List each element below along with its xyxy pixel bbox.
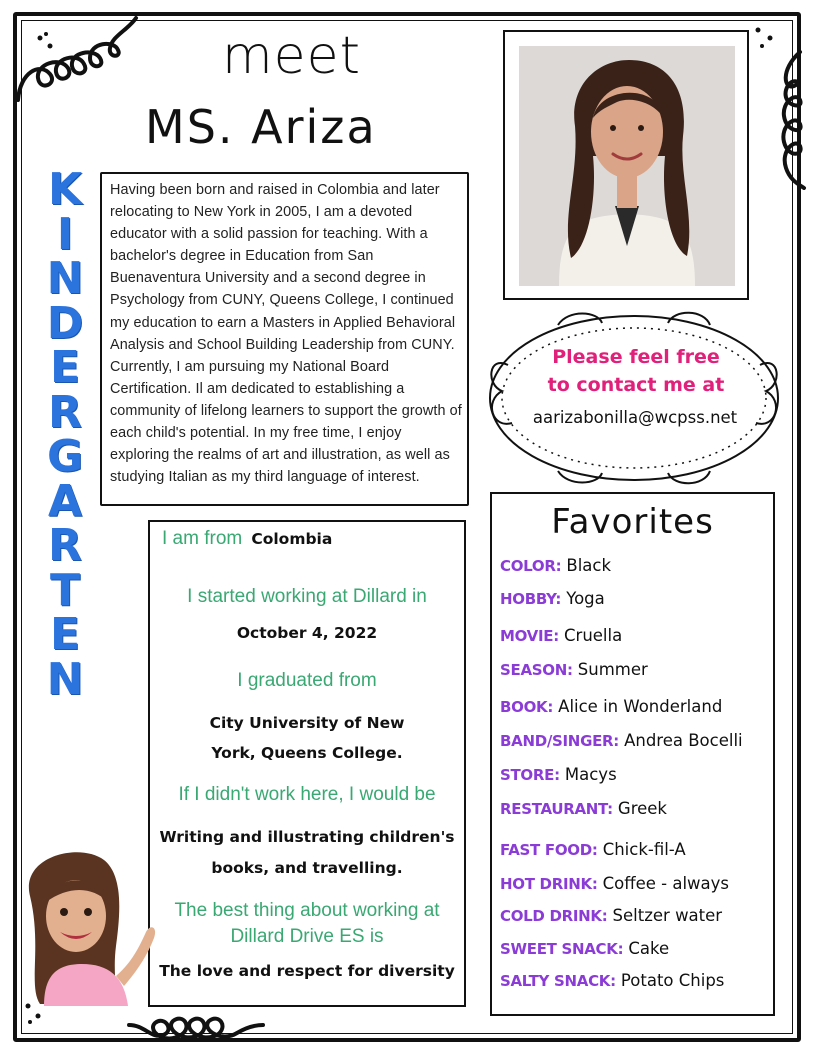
favorite-value: Yoga	[566, 589, 605, 608]
bio-text: Having been born and raised in Colombia and later relocating to New York in 2005, I am a devoted educator with a solid passion for teaching. With a bachelor's degree in Education from San Buenaventura University and a second degree in Psychology from CUNY, Queens College, I continued my education to earn a Masters in Applied Behavioral Analysis and School Building Leadership from CUNY. Currently, I am pursuing my National Board Certification. Il am dedicated to establishing a community of lifelong learners to support the growth of each child's potential. In my free time, I enjoy exploring the realms of art and illustration, as well as studying Italian as my third language of interest.	[110, 182, 462, 486]
favorite-item	[500, 697, 722, 716]
favorite-item	[500, 626, 622, 645]
favorite-item	[500, 589, 605, 608]
favorite-item	[500, 971, 724, 990]
graduated-value-line: City University of New	[209, 714, 405, 732]
favorite-value: Black	[566, 556, 612, 575]
favorite-value: Summer	[577, 660, 648, 679]
teacher-name: MS. Ariza	[145, 100, 377, 154]
favorite-item	[500, 906, 722, 925]
favorite-item	[500, 556, 611, 575]
favorite-label: MOVIE:	[500, 627, 559, 645]
contact-heading-line: to contact me at	[547, 374, 725, 396]
from-row	[162, 528, 332, 550]
info-box	[148, 520, 466, 1007]
grade-letter: N	[46, 653, 84, 705]
alt-career-value-line: Writing and illustrating children's	[159, 828, 455, 846]
favorite-label: COLD DRINK:	[500, 907, 608, 925]
favorite-item	[500, 939, 669, 958]
favorite-label: BAND/SINGER:	[500, 732, 619, 750]
contact-heading	[528, 343, 744, 399]
favorite-label: SEASON:	[500, 661, 573, 679]
favorite-item	[500, 840, 686, 859]
grade-letter: R	[48, 386, 82, 438]
favorite-label: BOOK:	[500, 698, 554, 716]
teacher-photo-illustration	[519, 46, 735, 286]
from-value: Colombia	[251, 530, 333, 548]
favorite-item	[500, 799, 667, 818]
bio-box	[100, 172, 469, 506]
teacher-photo	[519, 46, 735, 286]
grade-letter: E	[49, 609, 81, 660]
from-label: I am from	[162, 528, 243, 549]
started-value: October 4, 2022	[236, 624, 378, 642]
favorite-label: SWEET SNACK:	[500, 940, 624, 958]
favorite-label: SALTY SNACK:	[500, 972, 616, 990]
favorite-label: RESTAURANT:	[500, 800, 613, 818]
alt-career-label: If I didn't work here, I would be	[178, 784, 436, 805]
grade-letter: I	[56, 208, 74, 260]
favorites-title: Favorites	[551, 502, 714, 542]
favorites-box	[490, 492, 775, 1016]
favorite-value: Seltzer water	[612, 906, 723, 925]
grade-letter: D	[46, 297, 84, 349]
photo-frame	[503, 30, 749, 300]
grade-letter: G	[46, 431, 84, 482]
favorite-label: HOBBY:	[500, 590, 562, 608]
favorite-value: Potato Chips	[620, 971, 725, 990]
swirl-doodle-bottom	[125, 1005, 265, 1045]
grade-letter: N	[46, 253, 84, 304]
favorite-value: Macys	[564, 765, 617, 784]
started-label: I started working at Dillard in	[187, 586, 427, 607]
grade-title-vertical	[40, 164, 90, 705]
favorite-value: Andrea Bocelli	[624, 731, 743, 750]
favorite-item	[500, 660, 648, 679]
alt-career-value-line: books, and travelling.	[211, 859, 403, 877]
favorite-value: Cake	[628, 939, 670, 958]
favorite-label: FAST FOOD:	[500, 841, 598, 859]
best-thing-label-line: The best thing about working at	[174, 900, 440, 921]
graduated-label: I graduated from	[237, 670, 377, 691]
dots-doodle-top-right	[752, 24, 782, 54]
favorite-item	[500, 731, 743, 750]
favorite-value: Cruella	[564, 626, 623, 645]
graduated-value-line: York, Queens College.	[211, 744, 403, 762]
favorite-value: Alice in Wonderland	[558, 697, 723, 716]
best-thing-label-line: Dillard Drive ES is	[230, 926, 384, 947]
best-thing-value: The love and respect for diversity	[159, 962, 455, 980]
grade-letter: A	[47, 475, 83, 527]
swirl-doodle-right	[770, 50, 810, 190]
contact-email[interactable]: aarizabonilla@wcpss.net	[532, 408, 738, 427]
contact-heading-line: Please feel free	[552, 346, 720, 368]
meet-heading: meet	[222, 26, 362, 86]
swirl-doodle-top-left	[10, 12, 140, 102]
favorite-label: HOT DRINK:	[500, 875, 598, 893]
favorite-item	[500, 874, 729, 893]
grade-letter: E	[49, 342, 81, 393]
favorite-value: Greek	[617, 799, 667, 818]
favorite-label: COLOR:	[500, 557, 562, 575]
grade-letter: T	[49, 564, 80, 616]
teacher-avatar	[20, 846, 160, 1006]
grade-letter: K	[47, 164, 83, 215]
grade-letter: R	[48, 520, 82, 571]
favorite-value: Coffee - always	[602, 874, 730, 893]
favorite-value: Chick-fil-A	[602, 840, 686, 859]
favorite-item	[500, 765, 617, 784]
favorite-label: STORE:	[500, 766, 560, 784]
